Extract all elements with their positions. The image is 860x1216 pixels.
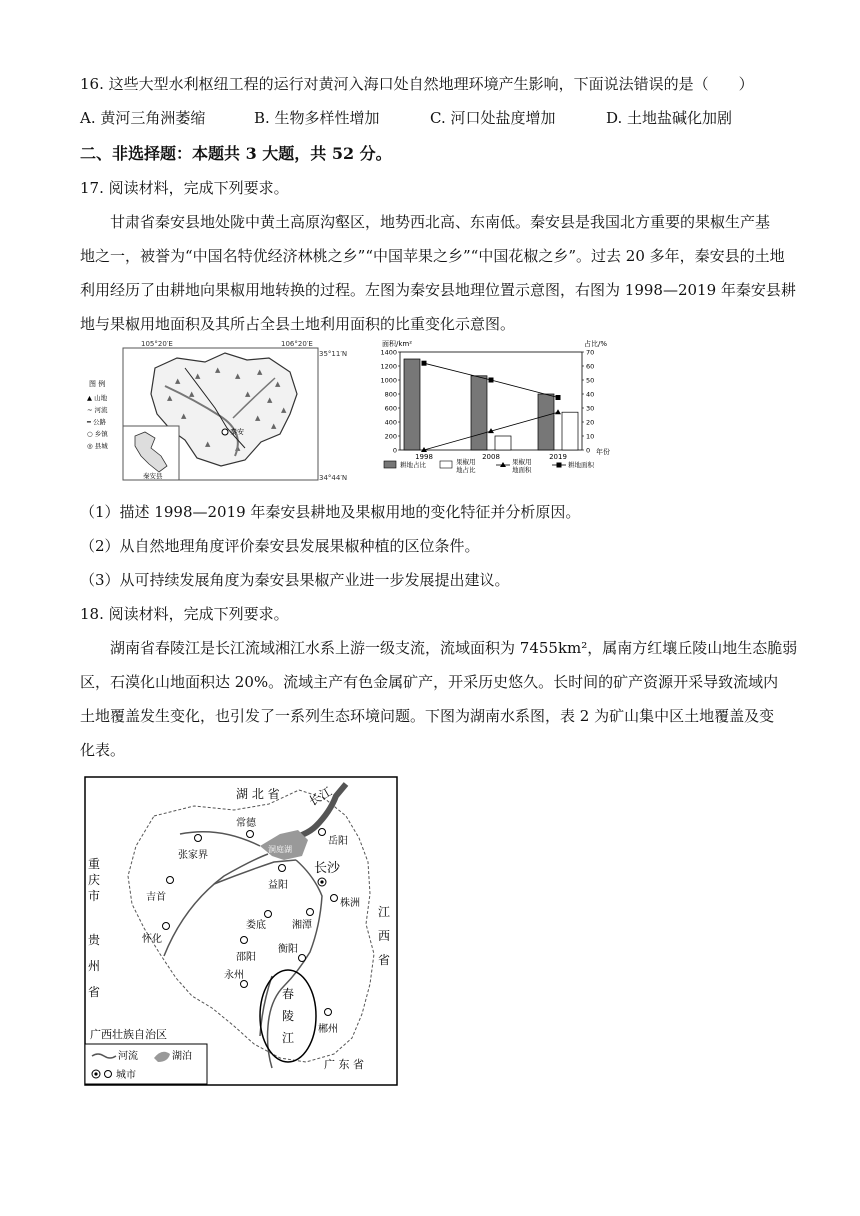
city-label: 湘潭 [292, 920, 312, 931]
q17-para-line: 甘肃省秦安县地处陇中黄土高原沟壑区，地势西北高、东南低。秦安县是我国北方重要的果椒生产基 [110, 213, 771, 231]
qinan-location-map [85, 338, 348, 488]
svg-text:重: 重 [88, 857, 101, 871]
bar-cropland-share [471, 376, 487, 450]
svg-text:▲: ▲ [235, 444, 241, 452]
y-left-axis-label: 面积/km² [382, 340, 413, 348]
hunan-water-map [84, 776, 400, 1088]
legend-swatch [440, 461, 452, 468]
y-left-tick-label: 600 [384, 404, 397, 413]
q18-para-line: 土地覆盖发生变化，也引发了一系列生态环境问题。下图为湖南水系图，表 2 为矿山集中区土地覆盖及变 [80, 707, 775, 725]
q17-sub-1: （1）描述 1998—2019 年秦安县耕地及果椒用地的变化特征并分析原因。 [80, 503, 581, 521]
map-legend-item: ◎ 县城 [87, 442, 108, 450]
svg-text:江: 江 [378, 905, 391, 919]
bar-orchard-share [495, 436, 511, 450]
map-legend-item: ▲ 山地 [87, 394, 108, 402]
svg-text:▲: ▲ [275, 380, 281, 388]
q16-option-c: C. 河口处盐度增加 [430, 109, 556, 127]
y-left-tick-label: 0 [392, 446, 397, 455]
y-left-tick-label: 800 [384, 390, 397, 399]
svg-text:▲: ▲ [189, 390, 195, 398]
map-lat-bottom: 34°44′N [319, 474, 348, 482]
chunling-label [282, 987, 294, 1045]
y-right-tick-label: 40 [586, 390, 595, 399]
county-label: 秦安 [230, 428, 244, 436]
bar-cropland-share [404, 359, 420, 450]
svg-text:▲: ▲ [281, 406, 287, 414]
svg-text:▲: ▲ [245, 390, 251, 398]
q18-para-line: 区，石漠化山地面积达 20%。流域主产有色金属矿产，开采历史悠久。长时间的矿产资源开采导致流域内 [80, 673, 779, 691]
city-marker-icon [195, 835, 202, 842]
legend-swatch [384, 461, 396, 468]
city-label: 衡阳 [278, 944, 298, 955]
svg-text:春: 春 [282, 987, 295, 1001]
y-left-tick-label: 200 [384, 432, 397, 441]
svg-text:▲: ▲ [215, 366, 221, 374]
county-seat-icon [222, 429, 228, 435]
legend-label: 耕地面积 [568, 461, 594, 469]
q17-title: 17. 阅读材料，完成下列要求。 [80, 179, 289, 197]
q16-option-b: B. 生物多样性增加 [254, 109, 380, 127]
legend-label: 果椒用 [456, 458, 476, 466]
guizhou-label [88, 932, 101, 999]
y-left-tick-label: 1400 [380, 348, 397, 357]
q16-stem: 16. 这些大型水利枢纽工程的运行对黄河入海口处自然地理环境产生影响，下面说法错误的是（ ） [80, 75, 754, 93]
changjiang-label: 长江 [306, 784, 335, 809]
guangxi-label: 广西壮族自治区 [90, 1028, 167, 1041]
dongting-label: 洞庭湖 [268, 845, 292, 854]
city-label: 娄底 [246, 920, 266, 931]
x-tick-label: 2019 [549, 453, 567, 461]
legend-label: 地占比 [456, 466, 476, 474]
map-lon-left: 105°20′E [141, 340, 173, 348]
map-legend-item: ○ 乡镇 [87, 430, 108, 438]
city-label: 岳阳 [328, 836, 348, 847]
svg-text:▲: ▲ [167, 394, 173, 402]
y-right-tick-label: 60 [586, 362, 595, 371]
legend-marker [500, 462, 506, 467]
city-marker-icon [299, 955, 306, 962]
city-label: 永州 [224, 970, 244, 981]
legend-city: 城市 [116, 1070, 136, 1081]
svg-text:▲: ▲ [181, 412, 187, 420]
x-axis-unit: 年份 [596, 448, 610, 456]
city-marker-icon [279, 865, 286, 872]
svg-text:西: 西 [378, 929, 391, 943]
svg-text:▲: ▲ [205, 440, 211, 448]
jiangxi-label [378, 905, 390, 967]
svg-text:贵: 贵 [88, 933, 101, 947]
section-2-heading: 二、非选择题：本题共 3 大题，共 52 分。 [80, 144, 392, 163]
svg-text:▲: ▲ [255, 414, 261, 422]
bar-orchard-share [562, 412, 578, 450]
svg-text:▲: ▲ [175, 377, 181, 385]
city-label: 长沙 [314, 861, 341, 876]
q18-para-line: 化表。 [80, 741, 126, 759]
legend-label: 耕地占比 [400, 461, 426, 469]
legend-marker [557, 463, 562, 468]
y-right-axis-label: 占比/% [584, 340, 608, 348]
city-marker-icon [167, 877, 174, 884]
y-right-tick-label: 50 [586, 376, 595, 385]
y-right-tick-label: 0 [586, 446, 591, 455]
svg-text:市: 市 [88, 889, 101, 903]
svg-text:▲: ▲ [195, 372, 201, 380]
legend-label: 果椒用 [512, 458, 532, 466]
point-orchard-area [555, 409, 561, 414]
q17-para-line: 地之一，被誉为“中国名特优经济林桃之乡”“中国苹果之乡”“中国花椒之乡”。过去 20 多年，秦安县的土地 [80, 247, 785, 265]
city-marker-icon [325, 1009, 332, 1016]
map-lon-right: 106°20′E [281, 340, 313, 348]
map-legend-item: ━ 公路 [87, 418, 106, 426]
city-marker-icon [241, 937, 248, 944]
q17-para-line: 地与果椒用地面积及其所占全县土地利用面积的比重变化示意图。 [80, 315, 516, 333]
legend-lake: 湖泊 [172, 1051, 192, 1062]
city-label: 株洲 [340, 898, 360, 909]
svg-text:省: 省 [88, 985, 101, 999]
city-label: 张家界 [178, 850, 208, 861]
chart-plot-area [400, 352, 582, 450]
svg-text:▲: ▲ [257, 368, 263, 376]
svg-text:▲: ▲ [235, 372, 241, 380]
y-right-tick-label: 10 [586, 432, 595, 441]
map-lat-top: 35°11′N [319, 350, 348, 358]
city-marker-icon [265, 911, 272, 918]
y-right-tick-label: 70 [586, 348, 595, 357]
city-marker-icon [307, 909, 314, 916]
legend-label: 地面积 [512, 466, 532, 474]
hunan-legend-frame [85, 1044, 207, 1084]
city-label: 吉首 [146, 892, 166, 903]
q16-option-a: A. 黄河三角洲萎缩 [80, 109, 206, 127]
point-cropland-area [489, 378, 494, 383]
y-right-tick-label: 20 [586, 418, 595, 427]
city-marker-icon [319, 829, 326, 836]
inset-label: 秦安县 [143, 472, 163, 480]
guangdong-label: 广 东 省 [324, 1058, 364, 1071]
q17-para-line: 利用经历了由耕地向果椒用地转换的过程。左图为秦安县地理位置示意图，右图为 1998—2019 年秦安县耕 [80, 281, 796, 299]
x-tick-label: 2008 [482, 453, 500, 461]
svg-text:州: 州 [88, 959, 101, 973]
q17-sub-2: （2）从自然地理角度评价秦安县发展果椒种植的区位条件。 [80, 537, 480, 555]
svg-text:省: 省 [378, 953, 391, 967]
city-marker-icon [247, 831, 254, 838]
svg-text:庆: 庆 [88, 873, 101, 887]
q18-para-line: 湖南省春陵江是长江流域湘江水系上游一级支流，流域面积为 7455km²，属南方红壤丘陵山地生态脆弱 [110, 639, 798, 657]
hubei-label: 湖 北 省 [236, 787, 280, 801]
q17-sub-3: （3）从可持续发展角度为秦安县果椒产业进一步发展提出建议。 [80, 571, 510, 589]
bar-cropland-share [538, 394, 554, 450]
city-marker-icon [163, 923, 170, 930]
point-cropland-area [556, 395, 561, 400]
legend-river: 河流 [118, 1051, 138, 1062]
city-label: 邵阳 [236, 952, 256, 963]
y-left-tick-label: 1000 [380, 376, 397, 385]
capital-dot-icon [320, 880, 323, 883]
y-left-tick-label: 1200 [380, 362, 397, 371]
q18-title: 18. 阅读材料，完成下列要求。 [80, 605, 289, 623]
svg-text:▲: ▲ [267, 396, 273, 404]
x-tick-label: 1998 [415, 453, 433, 461]
y-left-tick-label: 400 [384, 418, 397, 427]
city-label: 常德 [236, 818, 256, 829]
y-right-tick-label: 30 [586, 404, 595, 413]
city-label: 郴州 [318, 1024, 338, 1035]
svg-text:江: 江 [282, 1031, 295, 1045]
chongqing-label [88, 856, 100, 903]
svg-text:陵: 陵 [282, 1009, 295, 1023]
city-label: 怀化 [142, 934, 162, 945]
city-marker-icon [241, 981, 248, 988]
svg-text:▲: ▲ [271, 422, 277, 430]
map-legend-item: ∼ 河流 [87, 406, 108, 414]
land-use-chart [370, 338, 620, 488]
city-marker-icon [331, 895, 338, 902]
city-label: 益阳 [268, 880, 288, 891]
map-legend-title: 图 例 [89, 380, 106, 388]
q16-option-d: D. 土地盐碱化加剧 [606, 109, 733, 127]
point-cropland-area [422, 361, 427, 366]
